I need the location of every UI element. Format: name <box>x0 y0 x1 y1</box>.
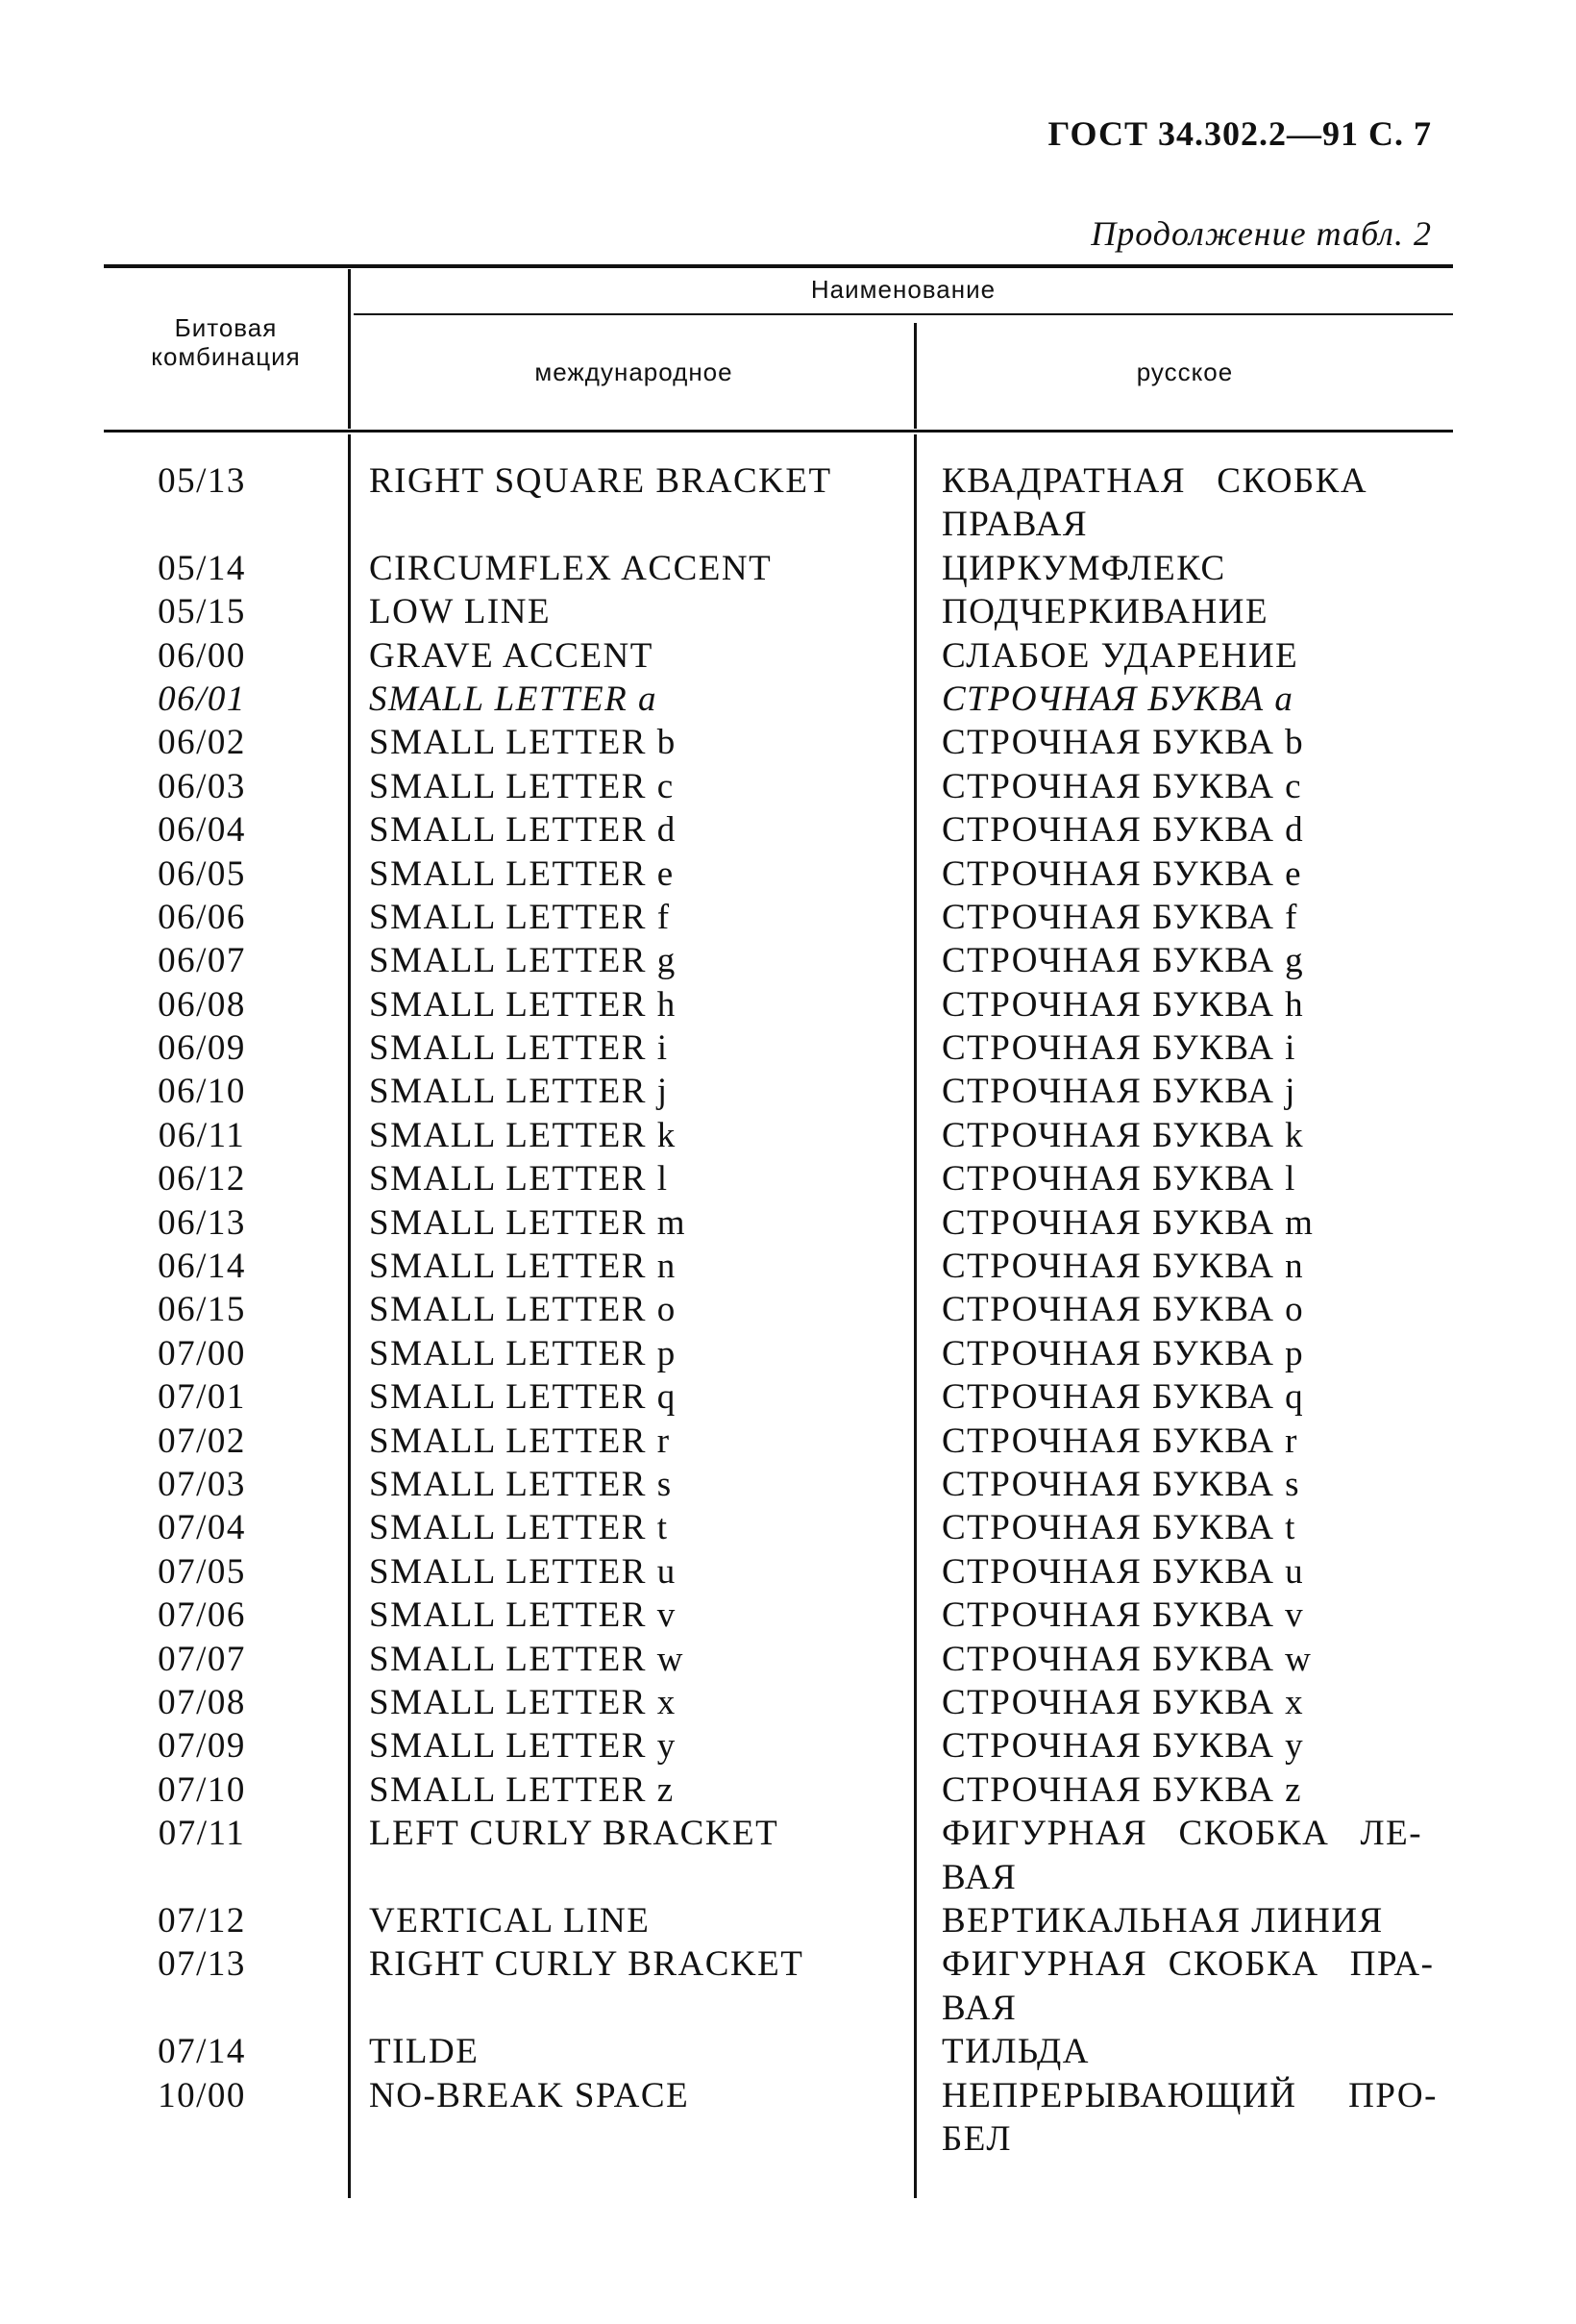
russian-name-cell <box>942 1550 1441 1594</box>
international-name-cell: SMALL LETTER x <box>369 1682 677 1722</box>
russian-name-cell <box>942 1375 1441 1419</box>
russian-name-cell <box>942 896 1441 939</box>
international-name-cell: SMALL LETTER r <box>369 1421 671 1461</box>
russian-name-line: СТРОЧНАЯ БУКВА t <box>942 1508 1296 1548</box>
table-row <box>0 1420 1576 1463</box>
bit-combination-cell: 07/10 <box>158 1769 246 1810</box>
bit-combination-cell: 06/07 <box>158 941 246 981</box>
bit-combination-cell: 06/13 <box>158 1202 246 1243</box>
international-name-cell: SMALL LETTER w <box>369 1639 684 1679</box>
russian-name-line: СТРОЧНАЯ БУКВА j <box>942 1072 1296 1112</box>
international-name-cell: SMALL LETTER e <box>369 853 675 894</box>
bit-combination-cell: 07/12 <box>158 1900 246 1941</box>
international-name-cell: RIGHT SQUARE BRACKET <box>369 461 832 501</box>
bit-combination-cell: 06/09 <box>158 1028 246 1069</box>
table-row <box>0 1638 1576 1681</box>
russian-name-cell <box>942 983 1441 1026</box>
russian-name-cell <box>942 1420 1441 1463</box>
table-row <box>0 1245 1576 1288</box>
table-body <box>0 459 1576 2161</box>
russian-name-cell <box>942 1288 1441 1331</box>
international-name-cell: SMALL LETTER z <box>369 1769 675 1810</box>
russian-name-cell <box>942 1681 1441 1724</box>
russian-name-line: СТРОЧНАЯ БУКВА e <box>942 853 1303 894</box>
international-name-cell: SMALL LETTER g <box>369 941 677 981</box>
international-name-cell: SMALL LETTER p <box>369 1333 677 1373</box>
international-name-cell: SMALL LETTER f <box>369 897 671 937</box>
table-row <box>0 1899 1576 1942</box>
russian-name-line: ФИГУРНАЯ СКОБКА ПРА- <box>942 1944 1435 1985</box>
international-name-cell: SMALL LETTER i <box>369 1028 669 1069</box>
table-row <box>0 634 1576 678</box>
bit-combination-cell: 06/14 <box>158 1247 246 1287</box>
russian-name-cell <box>942 634 1441 678</box>
name-group-header: Наименование <box>810 275 997 304</box>
international-name-cell: SMALL LETTER j <box>369 1072 669 1112</box>
international-name-cell: SMALL LETTER q <box>369 1377 677 1418</box>
bit-combination-cell: 06/15 <box>158 1290 246 1330</box>
bit-combination-cell: 07/08 <box>158 1682 246 1722</box>
russian-name-cell <box>942 939 1441 982</box>
bit-combination-cell: 07/03 <box>158 1465 246 1504</box>
table-row <box>0 678 1576 721</box>
international-name-cell: SMALL LETTER k <box>369 1115 677 1155</box>
table-row <box>0 1812 1576 1899</box>
international-name-cell: SMALL LETTER h <box>369 984 677 1025</box>
header-bottom-rule <box>104 430 1453 433</box>
bit-combination-cell: 07/01 <box>158 1377 246 1418</box>
table-row <box>0 1681 1576 1724</box>
table-row <box>0 853 1576 896</box>
international-name-cell: LOW LINE <box>369 592 552 632</box>
international-name-cell: SMALL LETTER b <box>369 723 677 763</box>
international-name-cell: SMALL LETTER a <box>369 679 657 719</box>
russian-name-line: СЛАБОЕ УДАРЕНИЕ <box>942 635 1299 676</box>
russian-name-cell <box>942 1724 1441 1768</box>
russian-name-cell <box>942 808 1441 852</box>
russian-name-line: ТИЛЬДА <box>942 2032 1090 2072</box>
russian-name-line: СТРОЧНАЯ БУКВА o <box>942 1290 1305 1330</box>
russian-name-cell <box>942 1157 1441 1200</box>
russian-name-cell <box>942 1942 1441 2030</box>
russian-name-cell <box>942 1026 1441 1070</box>
table-row <box>0 1288 1576 1331</box>
russian-name-cell <box>942 1463 1441 1506</box>
russian-name-line: НЕПРЕРЫВАЮЩИЙ ПРО- <box>942 2075 1438 2115</box>
russian-name-cell <box>942 1594 1441 1637</box>
russian-name-line: ЦИРКУМФЛЕКС <box>942 548 1226 588</box>
russian-name-line: СТРОЧНАЯ БУКВА d <box>942 810 1305 851</box>
international-name-cell: TILDE <box>369 2032 480 2072</box>
bit-combination-cell: 10/00 <box>158 2075 246 2115</box>
russian-name-line: СТРОЧНАЯ БУКВА f <box>942 897 1298 937</box>
russian-name-line: СТРОЧНАЯ БУКВА z <box>942 1769 1303 1810</box>
table-row <box>0 590 1576 633</box>
russian-name-line: ФИГУРНАЯ СКОБКА ЛЕ- <box>942 1814 1423 1854</box>
table-row <box>0 1594 1576 1637</box>
russian-name-line: СТРОЧНАЯ БУКВА x <box>942 1682 1305 1722</box>
table-row <box>0 765 1576 808</box>
russian-name-line: СТРОЧНАЯ БУКВА s <box>942 1465 1301 1504</box>
table-row <box>0 1375 1576 1419</box>
column-divider-header-1 <box>348 269 351 429</box>
intl-column-header: международное <box>534 358 733 386</box>
table-row <box>0 1942 1576 2030</box>
table-row <box>0 1463 1576 1506</box>
russian-name-cell <box>942 721 1441 764</box>
international-name-cell: GRAVE ACCENT <box>369 635 653 676</box>
bit-combination-cell: 07/09 <box>158 1726 246 1767</box>
bit-combination-cell: 06/10 <box>158 1072 246 1112</box>
russian-name-cell <box>942 2030 1441 2073</box>
russian-name-line: СТРОЧНАЯ БУКВА k <box>942 1115 1305 1155</box>
russian-name-line: СТРОЧНАЯ БУКВА w <box>942 1639 1313 1679</box>
russian-name-line: СТРОЧНАЯ БУКВА v <box>942 1595 1305 1636</box>
bit-combination-cell: 07/02 <box>158 1421 246 1461</box>
table-row <box>0 2074 1576 2162</box>
russian-name-line: СТРОЧНАЯ БУКВА h <box>942 984 1305 1025</box>
russian-name-line: СТРОЧНАЯ БУКВА g <box>942 941 1305 981</box>
russian-name-line: ПРАВАЯ <box>942 505 1089 545</box>
international-name-cell: SMALL LETTER l <box>369 1159 669 1199</box>
international-name-cell: SMALL LETTER m <box>369 1202 686 1243</box>
bit-combination-cell: 07/14 <box>158 2032 246 2072</box>
international-name-cell: SMALL LETTER v <box>369 1595 677 1636</box>
russian-name-line: ВЕРТИКАЛЬНАЯ ЛИНИЯ <box>942 1900 1384 1941</box>
table-row <box>0 983 1576 1026</box>
russian-name-cell <box>942 1812 1441 1899</box>
bit-combination-cell: 07/04 <box>158 1508 246 1548</box>
table-row <box>0 1114 1576 1157</box>
bit-combination-cell: 07/13 <box>158 1944 246 1985</box>
table-row <box>0 2030 1576 2073</box>
russian-name-line: ВАЯ <box>942 1988 1018 2028</box>
code-header-line-2: комбинация <box>151 342 301 371</box>
table-row <box>0 1332 1576 1375</box>
russian-name-cell <box>942 459 1441 547</box>
table-row <box>0 1768 1576 1812</box>
bit-combination-cell: 05/15 <box>158 592 246 632</box>
russian-name-cell <box>942 1070 1441 1113</box>
bit-combination-cell: 06/12 <box>158 1159 246 1199</box>
table-row <box>0 1070 1576 1113</box>
russian-name-cell <box>942 1768 1441 1812</box>
bit-combination-cell: 07/00 <box>158 1333 246 1373</box>
table-row <box>0 1201 1576 1245</box>
bit-combination-cell: 06/08 <box>158 984 246 1025</box>
table-row <box>0 1550 1576 1594</box>
international-name-cell: LEFT CURLY BRACKET <box>369 1814 779 1854</box>
russian-name-cell <box>942 1245 1441 1288</box>
russian-name-cell <box>942 1114 1441 1157</box>
international-name-cell: SMALL LETTER t <box>369 1508 669 1548</box>
bit-combination-cell: 05/14 <box>158 548 246 588</box>
russian-name-line: СТРОЧНАЯ БУКВА y <box>942 1726 1305 1767</box>
code-column-header <box>104 313 348 371</box>
russian-name-line: СТРОЧНАЯ БУКВА q <box>942 1377 1305 1418</box>
international-name-cell: SMALL LETTER s <box>369 1465 673 1504</box>
bit-combination-cell: 06/06 <box>158 897 246 937</box>
international-name-cell: SMALL LETTER y <box>369 1726 677 1767</box>
table-row <box>0 547 1576 590</box>
bit-combination-cell: 05/13 <box>158 461 246 501</box>
table-row <box>0 808 1576 852</box>
bit-combination-cell: 07/07 <box>158 1639 246 1679</box>
table-row <box>0 939 1576 982</box>
international-name-cell: NO-BREAK SPACE <box>369 2075 690 2115</box>
russian-name-cell <box>942 547 1441 590</box>
international-name-cell: SMALL LETTER n <box>369 1247 677 1287</box>
table-row <box>0 896 1576 939</box>
russian-name-line: СТРОЧНАЯ БУКВА c <box>942 766 1303 806</box>
russian-name-line: СТРОЧНАЯ БУКВА n <box>942 1247 1305 1287</box>
russian-name-line: БЕЛ <box>942 2118 1012 2159</box>
russian-name-cell <box>942 1506 1441 1549</box>
russian-name-cell <box>942 1899 1441 1942</box>
russian-name-line: СТРОЧНАЯ БУКВА b <box>942 723 1305 763</box>
bit-combination-cell: 06/04 <box>158 810 246 851</box>
russian-name-line: КВАДРАТНАЯ СКОБКА <box>942 461 1368 501</box>
table-continuation-caption: Продолжение табл. 2 <box>1091 214 1432 253</box>
bit-combination-cell: 06/05 <box>158 853 246 894</box>
russian-name-line: СТРОЧНАЯ БУКВА a <box>942 679 1294 719</box>
table-row <box>0 1026 1576 1070</box>
bit-combination-cell: 06/03 <box>158 766 246 806</box>
russian-name-line: СТРОЧНАЯ БУКВА p <box>942 1333 1305 1373</box>
international-name-cell: SMALL LETTER u <box>369 1551 677 1592</box>
russian-name-cell <box>942 590 1441 633</box>
russian-name-line: СТРОЧНАЯ БУКВА i <box>942 1028 1296 1069</box>
russian-name-line: СТРОЧНАЯ БУКВА u <box>942 1551 1305 1592</box>
group-header-rule <box>354 313 1453 315</box>
international-name-cell: SMALL LETTER o <box>369 1290 677 1330</box>
bit-combination-cell: 06/01 <box>158 679 246 719</box>
russian-name-line: СТРОЧНАЯ БУКВА m <box>942 1202 1315 1243</box>
bit-combination-cell: 06/00 <box>158 635 246 676</box>
russian-name-line: ВАЯ <box>942 1857 1018 1897</box>
russian-name-cell <box>942 2074 1441 2162</box>
table-top-rule <box>104 264 1453 268</box>
bit-combination-cell: 06/11 <box>158 1115 246 1155</box>
bit-combination-cell: 07/05 <box>158 1551 246 1592</box>
table-row <box>0 459 1576 547</box>
bit-combination-cell: 06/02 <box>158 723 246 763</box>
russian-name-cell <box>942 678 1441 721</box>
russian-name-line: СТРОЧНАЯ БУКВА l <box>942 1159 1296 1199</box>
international-name-cell: SMALL LETTER c <box>369 766 675 806</box>
russian-name-cell <box>942 1638 1441 1681</box>
russian-name-cell <box>942 1332 1441 1375</box>
table-row <box>0 1157 1576 1200</box>
russian-name-cell <box>942 765 1441 808</box>
russian-name-cell <box>942 853 1441 896</box>
international-name-cell: RIGHT CURLY BRACKET <box>369 1944 804 1985</box>
russian-name-cell <box>942 1201 1441 1245</box>
table-row <box>0 1506 1576 1549</box>
page-header: ГОСТ 34.302.2—91 С. 7 <box>1047 114 1432 153</box>
rus-column-header: русское <box>1136 358 1234 386</box>
international-name-cell: CIRCUMFLEX ACCENT <box>369 548 773 588</box>
international-name-cell: VERTICAL LINE <box>369 1900 651 1941</box>
bit-combination-cell: 07/11 <box>158 1814 246 1854</box>
russian-name-line: ПОДЧЕРКИВАНИЕ <box>942 592 1269 632</box>
code-header-line-1: Битовая <box>174 313 278 342</box>
russian-name-line: СТРОЧНАЯ БУКВА r <box>942 1421 1298 1461</box>
international-name-cell: SMALL LETTER d <box>369 810 677 851</box>
table-row <box>0 721 1576 764</box>
table-row <box>0 1724 1576 1768</box>
bit-combination-cell: 07/06 <box>158 1595 246 1636</box>
